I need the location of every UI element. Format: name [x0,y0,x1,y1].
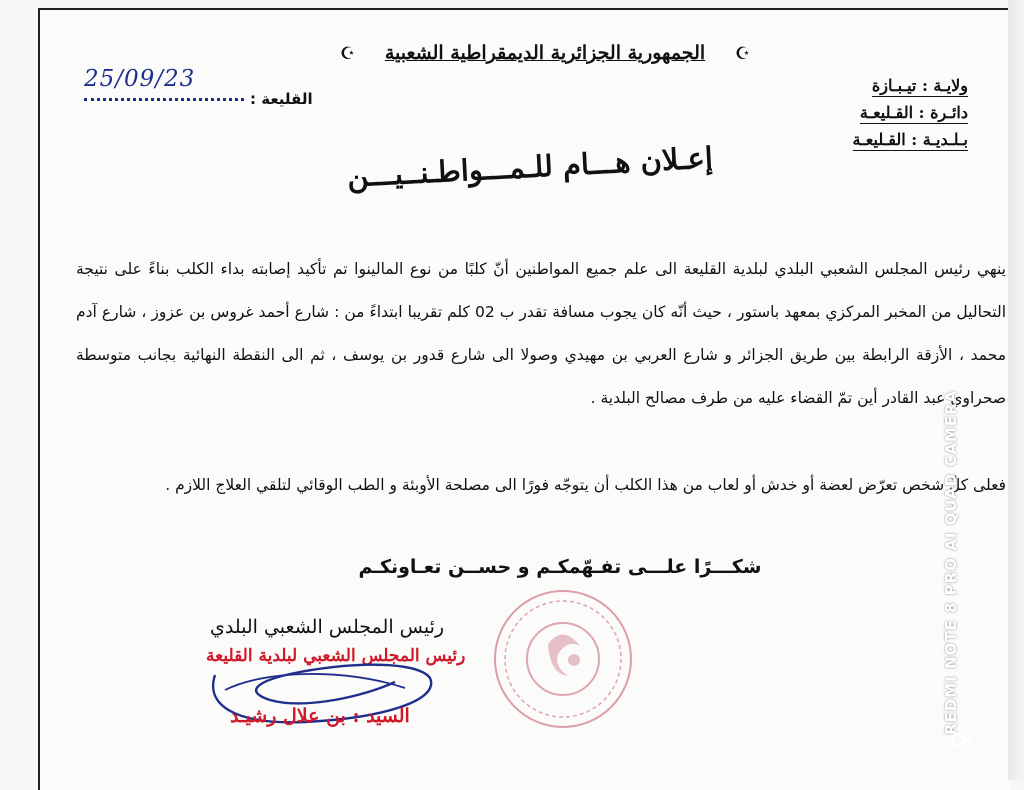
baladiya-line: بـلـديـة : القـليعـة [852,130,968,149]
place-label: القليعة : [250,90,313,108]
paragraph-text: فعلى كلّ شخص تعرّض لعضة أو خدش أو لعاب من هذا الكلب أن يتوجّه فورًا الى مصلحة الأوبئة و الطب الوقائي لتلقي العلاج اللازم . [165,476,1006,494]
wilaya-line: ولايـة : تيـبـازة [871,76,968,95]
body-paragraph-2 [76,464,1006,507]
announcement-title: إعـلان هـــام للـمـــواطـنــيـــن [346,140,714,194]
republic-title: الجمهورية الجزائرية الديمقراطية الشعبية [384,42,706,64]
crescent-star-icon: ☪ [735,44,751,64]
body-paragraph-1 [76,248,1006,420]
closing-thanks: شكـــرًا علـــى تفـهّمكـم و حســن تعـاونكـم [358,556,762,578]
signatory-title: رئيس المجلس الشعبي البلدي [210,616,445,638]
paragraph-text: ينهي رئيس المجلس الشعبي البلدي لبلدية القليعة الى علم جميع المواطنين أنّ كلبًا من نوع المالينوا تم تأكيد إصابته بداء الكلب بناءً على نتيجة التحاليل من المخبر المركزي بمعهد باستور ، حيث أنّه كان يجوب مسافة تقدر ب 02 كلم تقريبا ابتداءً من : شارع أحمد غروس بن عزوز ، شارع آدم محمد ، الأزقة الرابطة بين طريق الجزائر و شارع العربي بن مهيدي وصولا الى شارع قدور بن يوسف ، ثم الى النقطة النهائية بجانب متوسطة صحراوي عبد القادر أين تمّ القضاء عليه من طرف مصالح البلدية . [76,260,1007,407]
crescent-star-icon: ☪ [340,44,356,64]
official-seal-icon [488,584,638,734]
daira-line: دائـرة : القـليعـة [859,103,968,122]
stamp-person-name: السيد : بن علال رشيـد [230,705,410,727]
handwritten-date: 25/09/23 [84,66,196,92]
page-edge [1008,0,1024,780]
stamp-name: رئيس المجلس الشعبي لبلدية القليعة [206,646,466,666]
camera-lens-icon [950,728,974,752]
